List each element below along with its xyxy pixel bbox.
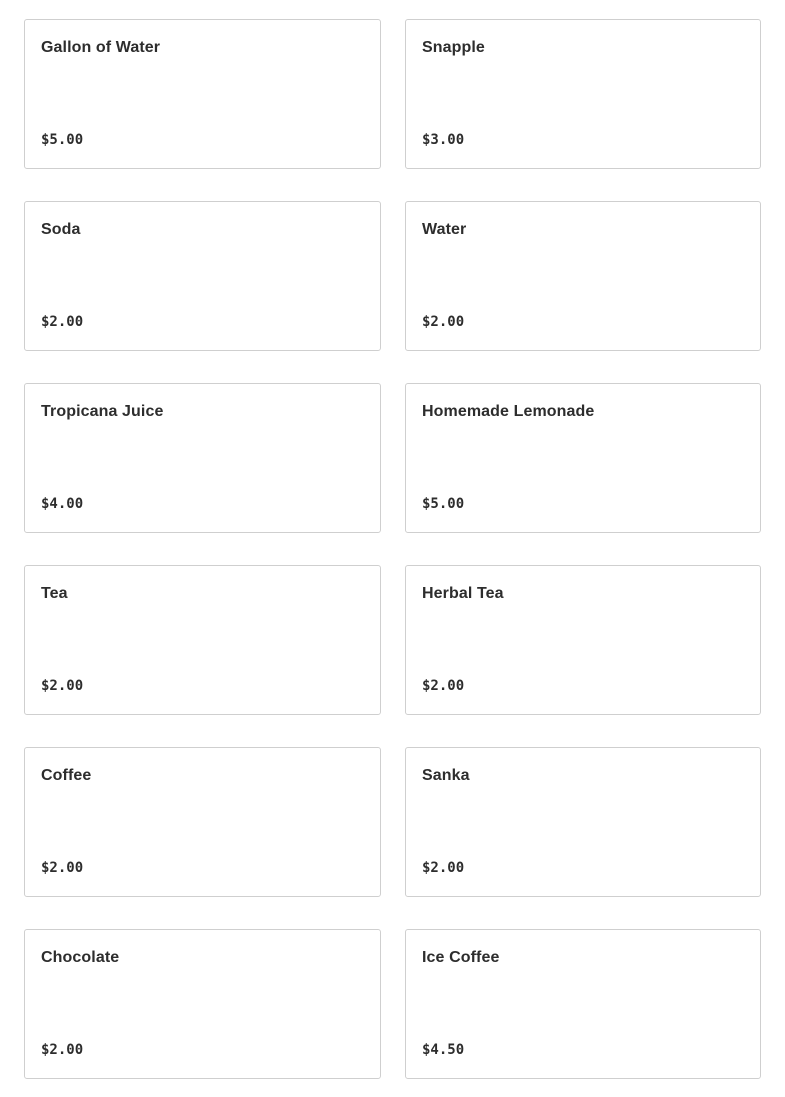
menu-item-name: Chocolate	[41, 949, 120, 966]
menu-item-price: $4.00	[41, 496, 84, 512]
menu-item-card[interactable]	[24, 19, 381, 169]
menu-item-card[interactable]	[24, 747, 381, 897]
menu-item-name: Soda	[41, 221, 81, 238]
menu-item-price: $2.00	[41, 1042, 84, 1058]
menu-item-card[interactable]	[405, 383, 761, 533]
menu-item-price: $2.00	[41, 314, 84, 330]
menu-item-price: $2.00	[422, 860, 465, 876]
menu-item-price: $2.00	[422, 314, 465, 330]
menu-item-card[interactable]	[405, 747, 761, 897]
menu-item-name: Sanka	[422, 767, 470, 784]
menu-item-name: Water	[422, 221, 467, 238]
menu-item-card[interactable]	[405, 201, 761, 351]
menu-item-card[interactable]	[24, 383, 381, 533]
menu-item-name: Ice Coffee	[422, 949, 500, 966]
menu-item-name: Tea	[41, 585, 68, 602]
menu-item-price: $3.00	[422, 132, 465, 148]
menu-item-price: $5.00	[41, 132, 84, 148]
menu-item-name: Herbal Tea	[422, 585, 504, 602]
menu-item-price: $4.50	[422, 1042, 465, 1058]
menu-item-card[interactable]	[405, 19, 761, 169]
menu-item-card[interactable]	[24, 929, 381, 1079]
menu-item-name: Coffee	[41, 767, 92, 784]
menu-item-price: $2.00	[41, 860, 84, 876]
menu-item-card[interactable]	[24, 565, 381, 715]
menu-item-name: Tropicana Juice	[41, 403, 164, 420]
menu-items-grid	[24, 19, 761, 1079]
menu-item-card[interactable]	[24, 201, 381, 351]
menu-item-name: Homemade Lemonade	[422, 403, 595, 420]
menu-item-price: $2.00	[41, 678, 84, 694]
menu-item-price: $5.00	[422, 496, 465, 512]
menu-item-name: Gallon of Water	[41, 39, 161, 56]
menu-item-price: $2.00	[422, 678, 465, 694]
menu-item-card[interactable]	[405, 929, 761, 1079]
menu-item-name: Snapple	[422, 39, 485, 56]
menu-item-card[interactable]	[405, 565, 761, 715]
